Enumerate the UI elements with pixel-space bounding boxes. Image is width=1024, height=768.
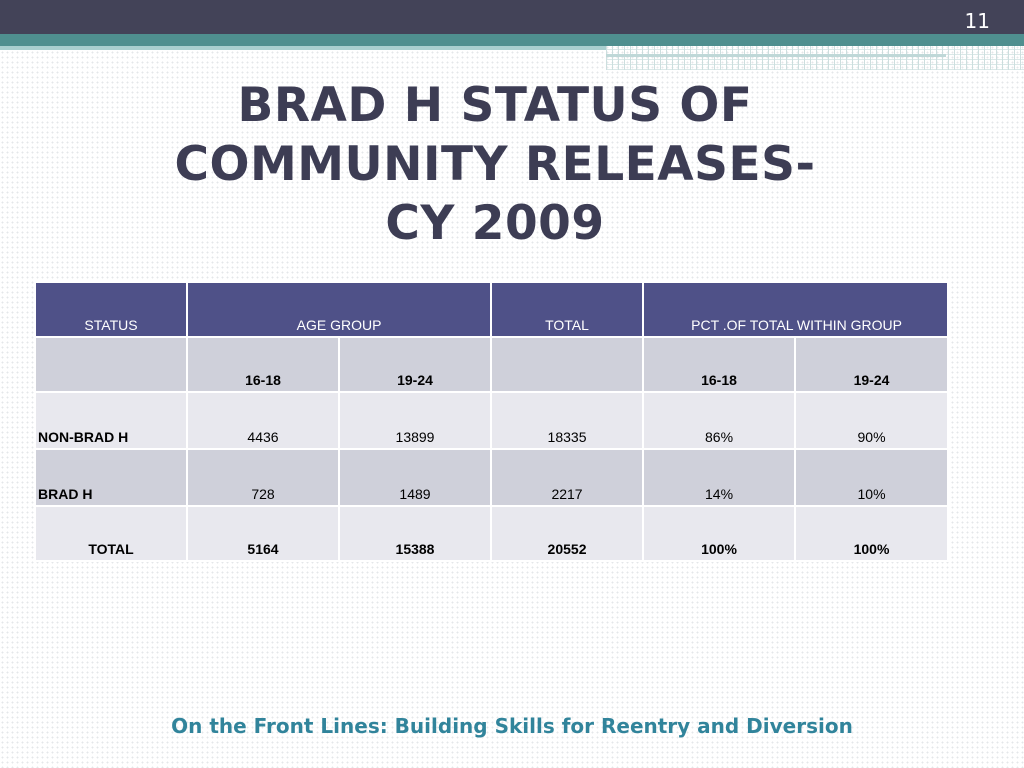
slide-title <box>100 76 890 253</box>
header-pct-within-group: PCT .OF TOTAL WITHIN GROUP <box>643 282 948 337</box>
cell-pct-16-18: 14% <box>643 449 795 506</box>
cell-total: 18335 <box>491 392 643 449</box>
row-label: NON-BRAD H <box>35 392 187 449</box>
cell-age-16-18: 5164 <box>187 506 339 561</box>
slide-number: 11 <box>964 9 990 33</box>
subheader-age-19-24: 19-24 <box>339 337 491 392</box>
slide-footer: On the Front Lines: Building Skills for Reentry and Diversion <box>171 714 853 738</box>
status-table <box>34 281 949 562</box>
cell-total: 20552 <box>491 506 643 561</box>
header-total: TOTAL <box>491 282 643 337</box>
cell-pct-16-18: 100% <box>643 506 795 561</box>
subheader-pct-19-24: 19-24 <box>795 337 948 392</box>
header-age-group: AGE GROUP <box>187 282 491 337</box>
cell-age-19-24: 15388 <box>339 506 491 561</box>
hatched-decoration <box>606 46 1024 70</box>
table-row <box>35 449 948 506</box>
cell-pct-16-18: 86% <box>643 392 795 449</box>
table-subheader-row <box>35 337 948 392</box>
table-header-row <box>35 282 948 337</box>
title-line-1: BRAD H STATUS OF <box>237 78 753 133</box>
header-status: STATUS <box>35 282 187 337</box>
subheader-empty-total <box>491 337 643 392</box>
title-line-3: CY 2009 <box>385 196 605 251</box>
teal-stripe <box>0 34 1024 46</box>
row-label: TOTAL <box>35 506 187 561</box>
cell-age-16-18: 728 <box>187 449 339 506</box>
cell-pct-19-24: 90% <box>795 392 948 449</box>
light-stripe <box>0 46 606 50</box>
cell-total: 2217 <box>491 449 643 506</box>
cell-pct-19-24: 10% <box>795 449 948 506</box>
cell-age-19-24: 1489 <box>339 449 491 506</box>
title-line-2: COMMUNITY RELEASES- <box>174 137 816 192</box>
table-row <box>35 392 948 449</box>
cell-age-16-18: 4436 <box>187 392 339 449</box>
row-label: BRAD H <box>35 449 187 506</box>
subheader-pct-16-18: 16-18 <box>643 337 795 392</box>
cell-pct-19-24: 100% <box>795 506 948 561</box>
subheader-age-16-18: 16-18 <box>187 337 339 392</box>
cell-age-19-24: 13899 <box>339 392 491 449</box>
table-total-row <box>35 506 948 561</box>
top-banner <box>0 0 1024 34</box>
subheader-empty-status <box>35 337 187 392</box>
